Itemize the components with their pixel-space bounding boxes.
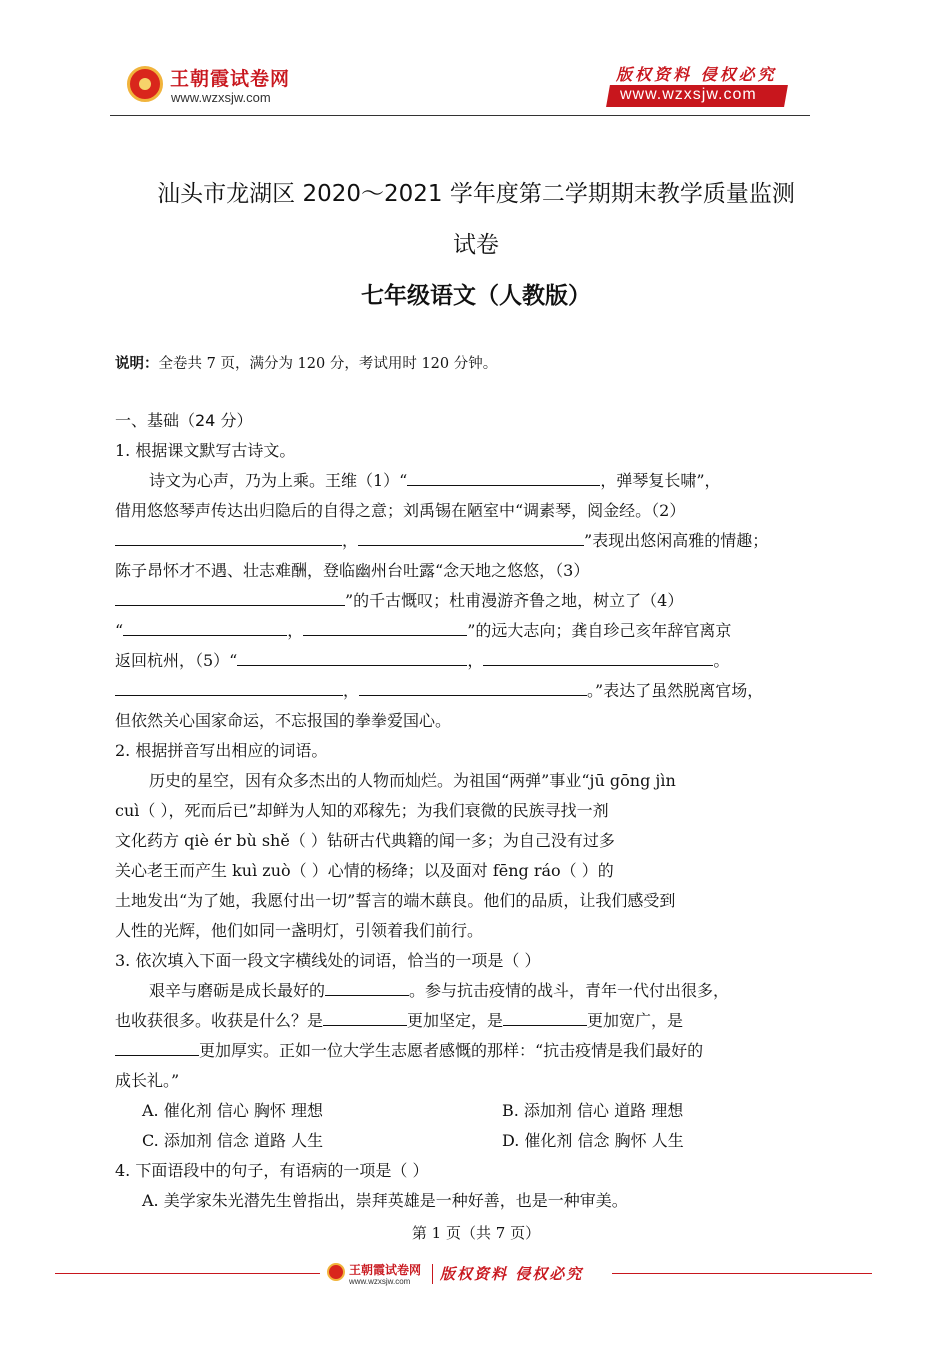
answer-blank-q3d[interactable] xyxy=(115,1037,199,1056)
text: ，弹琴复长啸”， xyxy=(600,471,721,490)
q2-line-2: cuì（ ），死而后已”却鲜为人知的邓稼先；为我们衰微的民族寻找一剂 xyxy=(115,801,609,820)
answer-blank-3[interactable] xyxy=(115,587,345,606)
exam-title: 汕头市龙湖区 2020～2021 学年度第二学期期末教学质量监测 xyxy=(157,181,795,207)
page-number: 第 1 页（共 7 页） xyxy=(411,1224,541,1242)
text: ， xyxy=(342,531,359,550)
q1-line-7 xyxy=(115,646,815,676)
banner-url[interactable]: www.wzxsjw.com xyxy=(620,86,757,103)
answer-blank-q3b[interactable] xyxy=(323,1007,407,1026)
answer-blank-q3c[interactable] xyxy=(503,1007,587,1026)
footer-separator xyxy=(432,1264,433,1284)
text: 返回杭州，（5）“ xyxy=(115,651,238,670)
footer-rule-right xyxy=(612,1273,872,1274)
footer-logo-url: www.wzxsjw.com xyxy=(349,1277,411,1286)
q3-option-b[interactable]: B. 添加剂 信心 道路 理想 xyxy=(502,1101,684,1120)
q1-line-8 xyxy=(115,676,815,706)
q1-line-5 xyxy=(115,586,815,616)
q3-line-1 xyxy=(115,976,815,1006)
text: 。 xyxy=(713,651,730,670)
text: ”的远大志向；龚自珍己亥年辞官离京 xyxy=(467,621,732,640)
text: ”表现出悠闲高雅的情趣； xyxy=(584,531,769,550)
answer-blank-1[interactable] xyxy=(407,467,600,486)
q2-line-4: 关心老王而产生 kuì zuò（ ）心情的杨绛；以及面对 fēng ráo（ ）的 xyxy=(115,861,614,880)
q2-line-6: 人性的光辉，他们如同一盏明灯，引领着我们前行。 xyxy=(115,921,484,940)
text: ， xyxy=(343,681,360,700)
text: ， xyxy=(287,621,304,640)
q2-line-1: 历史的星空，因有众多杰出的人物而灿烂。为祖国“两弹”事业“jū gōng jìn xyxy=(149,771,676,790)
answer-blank-4b[interactable] xyxy=(303,617,467,636)
q2-line-5: 土地发出“为了她，我愿付出一切”誓言的端木蕻良。他们的品质，让我们感受到 xyxy=(115,891,676,910)
logo-url: www.wzxsjw.com xyxy=(171,90,271,105)
exam-subtitle: 七年级语文（人教版） xyxy=(361,283,591,309)
footer-copyright: 版权资料 侵权必究 xyxy=(440,1265,584,1283)
text: ， xyxy=(467,651,484,670)
exam-instructions xyxy=(115,352,497,373)
answer-blank-q3a[interactable] xyxy=(325,977,409,996)
text: 。”表达了虽然脱离官场， xyxy=(587,681,764,700)
question-1-stem: 1. 根据课文默写古诗文。 xyxy=(115,441,296,460)
text: 诗文为心声，乃为上乘。王维（1）“ xyxy=(149,471,408,490)
question-3-stem: 3. 依次填入下面一段文字横线处的词语，恰当的一项是（ ） xyxy=(115,951,541,970)
exam-title-cont: 试卷 xyxy=(453,232,499,258)
answer-blank-5a[interactable] xyxy=(237,647,467,666)
q3-line-4: 成长礼。” xyxy=(115,1071,180,1090)
text: 也收获很多。收获是什么？是 xyxy=(115,1011,324,1030)
q3-line-2 xyxy=(115,1006,815,1036)
answer-blank-5d[interactable] xyxy=(359,677,587,696)
answer-blank-4a[interactable] xyxy=(123,617,287,636)
instructions-label: 说明： xyxy=(115,356,159,372)
answer-blank-5c[interactable] xyxy=(115,677,343,696)
q1-line-9: 但依然关心国家命运，不忘报国的拳拳爱国心。 xyxy=(115,711,452,730)
q3-option-c[interactable]: C. 添加剂 信念 道路 人生 xyxy=(142,1131,324,1150)
seal-icon xyxy=(327,1263,345,1281)
q1-line-2: 借用悠悠琴声传达出归隐后的自得之意；刘禹锡在陋室中“调素琴，阅金经。（2） xyxy=(115,501,686,520)
text: 更加宽广，是 xyxy=(587,1011,684,1030)
text: ”的千古慨叹；杜甫漫游齐鲁之地，树立了（4） xyxy=(345,591,684,610)
text: 更加坚定，是 xyxy=(407,1011,504,1030)
question-2-stem: 2. 根据拼音写出相应的词语。 xyxy=(115,741,328,760)
copyright-notice: 版权资料 侵权必究 xyxy=(616,65,777,84)
q3-option-d[interactable]: D. 催化剂 信念 胸怀 人生 xyxy=(502,1131,684,1150)
q1-line-1 xyxy=(115,466,815,496)
footer-logo-name: 王朝霞试卷网 xyxy=(349,1263,422,1277)
answer-blank-2a[interactable] xyxy=(115,527,342,546)
answer-blank-2b[interactable] xyxy=(358,527,584,546)
q4-option-a[interactable]: A. 美学家朱光潜先生曾指出，崇拜英雄是一种好善，也是一种审美。 xyxy=(142,1191,628,1210)
logo-name: 王朝霞试卷网 xyxy=(170,68,291,90)
q1-line-4: 陈子昂怀才不遇、壮志难酬，登临幽州台吐露“念天地之悠悠，（3） xyxy=(115,561,590,580)
q3-line-3 xyxy=(115,1036,815,1066)
q3-option-a[interactable]: A. 催化剂 信心 胸怀 理想 xyxy=(142,1101,323,1120)
header-divider xyxy=(110,115,810,116)
question-4-stem: 4. 下面语段中的句子，有语病的一项是（ ） xyxy=(115,1161,429,1180)
seal-icon xyxy=(127,66,163,102)
q1-line-3 xyxy=(115,526,815,556)
text: 艰辛与磨砺是成长最好的 xyxy=(149,981,326,1000)
section-heading: 一、基础（24 分） xyxy=(115,411,253,430)
text: 。参与抗击疫情的战斗，青年一代付出很多， xyxy=(409,981,730,1000)
q1-line-6 xyxy=(115,616,815,646)
footer-rule-left xyxy=(55,1273,320,1274)
instructions-text: 全卷共 7 页，满分为 120 分，考试用时 120 分钟。 xyxy=(158,356,498,372)
text: 更加厚实。正如一位大学生志愿者感慨的那样：“抗击疫情是我们最好的 xyxy=(199,1041,704,1060)
answer-blank-5b[interactable] xyxy=(483,647,713,666)
text: “ xyxy=(115,621,124,640)
site-logo xyxy=(127,64,292,110)
q2-line-3: 文化药方 qiè ér bù shě（ ）钻研古代典籍的闻一多；为自己没有过多 xyxy=(115,831,615,850)
